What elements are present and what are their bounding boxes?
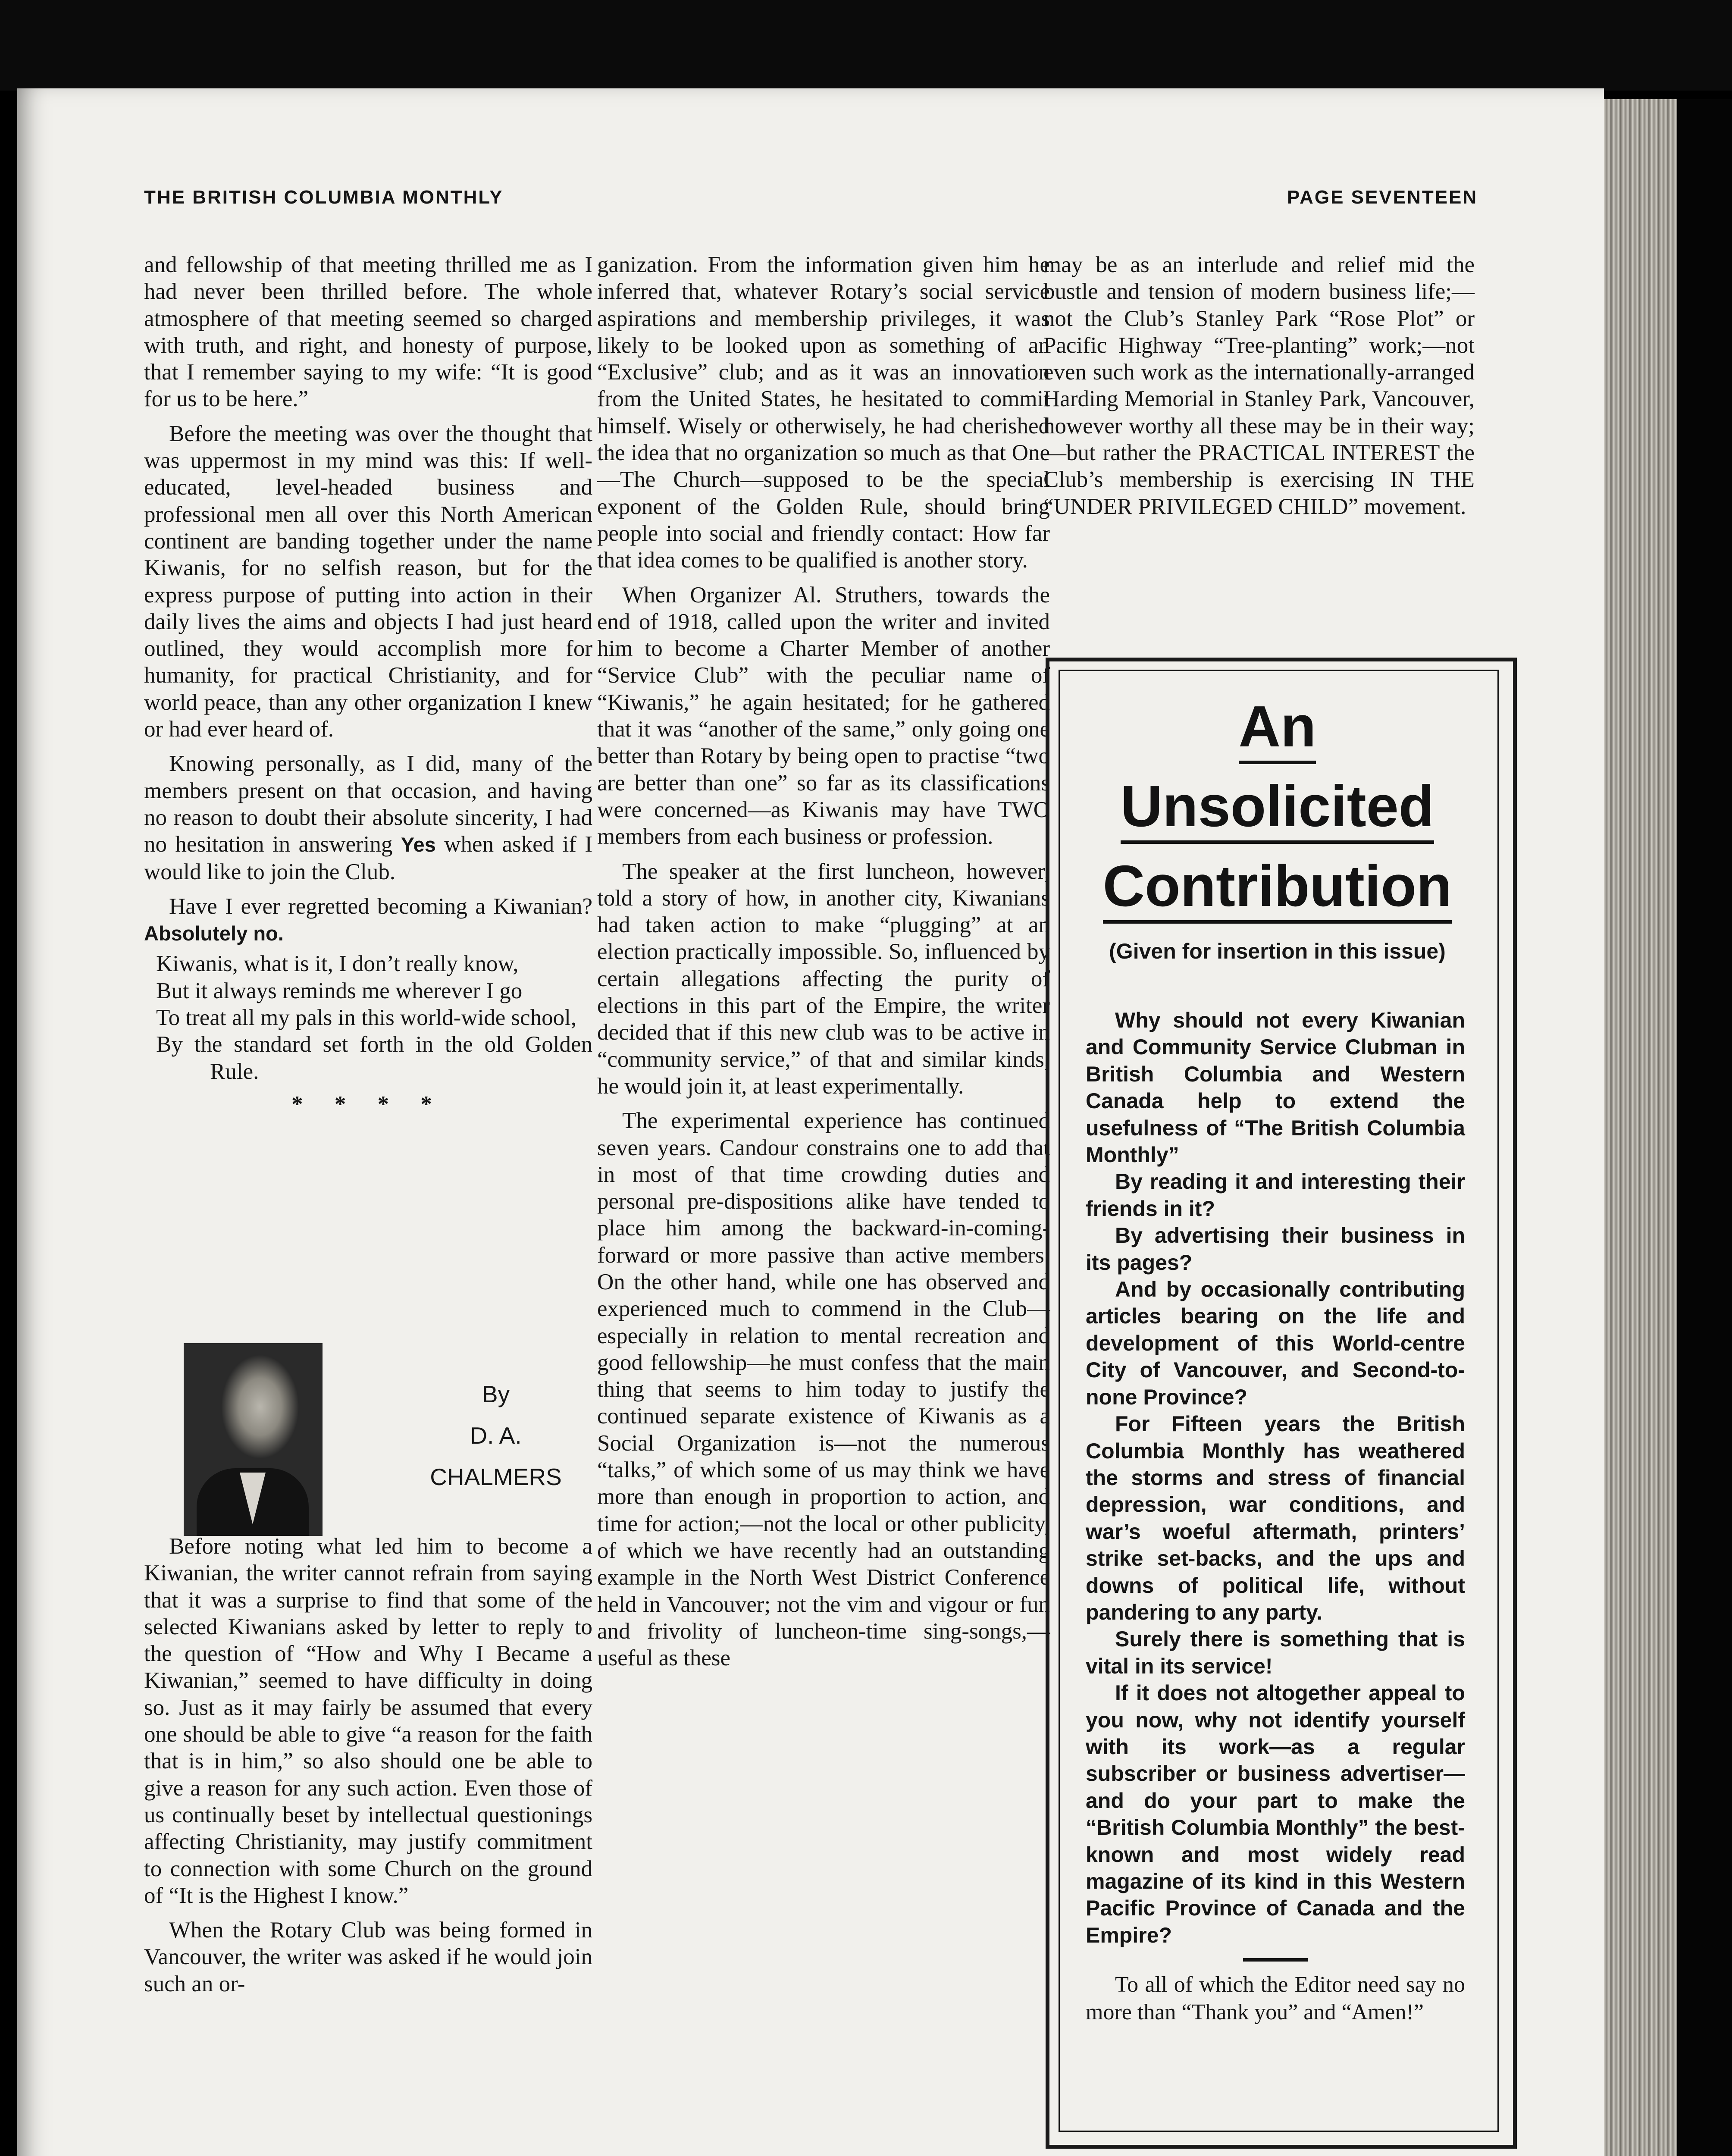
col1-paragraph-3 bbox=[144, 750, 592, 885]
col1-paragraph-2: Before the meeting was over the thought that was uppermost in my mind was this: If well-educated, level-headed business and professional men all over this North American continent are banding together under the name Kiwanis, for no selfish reason, but for the express purpose of putting into action in their daily lives the aims and objects I had just heard outlined, they would accomplish more for humanity, for practical Christianity, and for world peace, than any other organization I knew or had ever heard of. bbox=[144, 421, 592, 742]
col1-paragraph-1: and fellowship of that meeting thrilled me as I had never been thrilled before. The whole atmosphere of that meeting seemed so charged with truth, and right, and honesty of purpose, that I remember saying to my wife: “It is good for us to be here.” bbox=[144, 252, 592, 412]
absolutely-no-emphasis: Absolutely no. bbox=[144, 922, 284, 945]
verse-line: By the standard set forth in the old Golden Rule. bbox=[156, 1032, 592, 1084]
column-1 bbox=[144, 251, 592, 1124]
verse-line: To treat all my pals in this world-wide school, bbox=[156, 1005, 577, 1031]
column-2 bbox=[597, 251, 1050, 1671]
box-title-line-1 bbox=[1059, 694, 1496, 759]
column-1-lower bbox=[144, 1533, 592, 1997]
byline-initials: D. A. bbox=[470, 1422, 522, 1449]
box-paragraph-2: By reading it and interesting their friends in it? bbox=[1086, 1169, 1465, 1221]
author-portrait-photo bbox=[184, 1343, 323, 1536]
col2-paragraph-2: When Organizer Al. Struthers, towards the end of 1918, called upon the writer and invited him to become a Charter Member of another “Service Club” with the peculiar name of “Kiwanis,” he again hesitated; for he gathered that it was “another of the same,” only going one better than Rotary by being open to practise “two are better than one” so far as its classifications were concerned—as Kiwanis may have TWO members from each business or profession. bbox=[597, 582, 1050, 849]
col1-paragraph-3-text-b: when asked if I would like to join the Club. bbox=[144, 832, 593, 884]
byline-by: By bbox=[482, 1381, 510, 1407]
box-title-an: An bbox=[1239, 694, 1316, 764]
box-subtitle: (Given for insertion in this issue) bbox=[1109, 939, 1446, 963]
box-title-contribution: Contribution bbox=[1103, 853, 1452, 924]
byline-surname: CHALMERS bbox=[430, 1463, 562, 1490]
col1-paragraph-4 bbox=[144, 893, 592, 947]
verse-line: But it always reminds me wherever I go bbox=[156, 978, 523, 1003]
verse bbox=[144, 950, 592, 1084]
box-title-line-2 bbox=[1059, 774, 1496, 839]
col1-paragraph-4-question: Have I ever regretted becoming a Kiwanian? bbox=[169, 893, 592, 919]
box-paragraph-3: By advertising their business in its pages? bbox=[1086, 1223, 1465, 1275]
col1-paragraph-5: Before noting what led him to become a Kiwanian, the writer cannot refrain from saying that it was a surprise to find that some of the selected Kiwanians asked by letter to reply to the question of “How and Why I Became a Kiwanian,” seemed to have difficulty in doing so. Just as it may fairly be assumed that every one should be able to give “a reason for the faith that is in him,” so also should one be able to give a reason for any such action. Even those of us continually beset by intellectual questionings affecting Christianity, may justify commitment to connection with some Church on the ground of “It is the Highest I know.” bbox=[144, 1534, 592, 1908]
col2-paragraph-1: ganization. From the information given him he inferred that, whatever Rotary’s social service aspirations and membership privileges, it was likely to be looked upon as something of an “Exclusive” club; and as it was an innovation from the United States, he hesitated to commit himself. Wisely or otherwisely, he had cherished the idea that no organization so much as that One—The Church—supposed to be the special exponent of the Golden Rule, should bring people into social and friendly contact: How far that idea comes to be qualified is another story. bbox=[597, 252, 1050, 573]
box-paragraph-7: If it does not altogether appeal to you now, why not identify yourself with its work—as a regular subscriber or business advertiser—and do your part to make the “British Columbia Monthly” the best-known and most widely read magazine of its kind in this Western Pacific Province of Canada and the Empire? bbox=[1086, 1681, 1465, 1947]
box-closing: To all of which the Editor need say no more than “Thank you” and “Amen!” bbox=[1086, 1972, 1465, 2025]
box-paragraph-1: Why should not every Kiwanian and Community Service Clubman in British Columbia and Western Canada help to extend the usefulness of “The British Columbia Monthly” bbox=[1086, 1008, 1465, 1167]
box-title-unsolicited: Unsolicited bbox=[1121, 774, 1434, 844]
verse-line: Kiwanis, what is it, I don’t really know, bbox=[156, 951, 519, 977]
yes-emphasis: Yes bbox=[401, 833, 436, 856]
author-byline bbox=[375, 1373, 617, 1498]
column-3 bbox=[1043, 251, 1475, 520]
box-divider bbox=[1243, 1958, 1308, 1962]
scan-right-border bbox=[1677, 99, 1732, 2156]
scan-top-border bbox=[0, 0, 1732, 91]
running-header-title: THE BRITISH COLUMBIA MONTHLY bbox=[144, 187, 504, 208]
col2-paragraph-4: The experimental experience has continued seven years. Candour constrains one to add that in most of that time crowding duties and personal pre-dispositions alike have tended to place him among the backward-in-coming-forward or more passive than active members. On the other hand, while one has observed and experienced much to commend in the Club—especially in relation to mental recreation and good fellowship—he must confess that the main thing that seems to him today to justify the continued separate existence of Kiwanis as a Social Organization is—not the numerous “talks,” of which some of us may think we have more than enough in proportion to action, and time for action;—not the local or other publicity, of which we have recently had an outstanding example in the North West District Conference held in Vancouver; not the vim and vigour or fun and frivolity of luncheon-time sing-songs,—useful as these bbox=[597, 1108, 1050, 1671]
box-title-line-3 bbox=[1059, 854, 1496, 918]
col1-paragraph-3-text-a: Knowing personally, as I did, many of the members present on that occasion, and having no reason to doubt their absolute sincerity, I had no hesitation in answering bbox=[144, 751, 592, 857]
box-paragraph-4: And by occasionally contributing articles bearing on the life and development of this World-centre City of Vancouver, and Second-to-none Province? bbox=[1086, 1277, 1465, 1409]
box-body bbox=[1086, 1007, 1465, 2026]
col3-paragraph-1: may be as an interlude and relief mid the bustle and tension of modern business life;—not the Club’s Stanley Park “Rose Plot” or Pacific Highway “Tree-planting” work;—not even such work as the internationally-arranged Harding Memorial in Stanley Park, Vancouver, however worthy all these may be in their way;—but rather the PRACTICAL INTEREST the Club’s membership is exercising IN THE “UNDER PRIVILEGED CHILD” movement. bbox=[1043, 252, 1475, 519]
page-number-header: PAGE SEVENTEEN bbox=[1287, 187, 1478, 208]
box-paragraph-6: Surely there is something that is vital in its service! bbox=[1086, 1627, 1465, 1678]
box-paragraph-5: For Fifteen years the British Columbia Monthly has weathered the storms and stress of financial depression, war conditions, and war’s woeful aftermath, printers’ strike set-backs, and the ups and downs of political life, without pandering to any party. bbox=[1086, 1412, 1465, 1624]
book-page-edges bbox=[1604, 99, 1677, 2156]
section-separator-stars: * * * * bbox=[291, 1091, 445, 1117]
col1-paragraph-6: When the Rotary Club was being formed in Vancouver, the writer was asked if he would join such an or- bbox=[144, 1918, 592, 1996]
col2-paragraph-3: The speaker at the first luncheon, however, told a story of how, in another city, Kiwanians had taken action to make “plugging” at an election practically impossible. So, influenced by certain allegations affecting the purity of elections in this part of the Empire, the writer decided that if this new club was to be active in “community service,” of that and similar kinds, he would join it, at least experimentally. bbox=[597, 859, 1050, 1099]
